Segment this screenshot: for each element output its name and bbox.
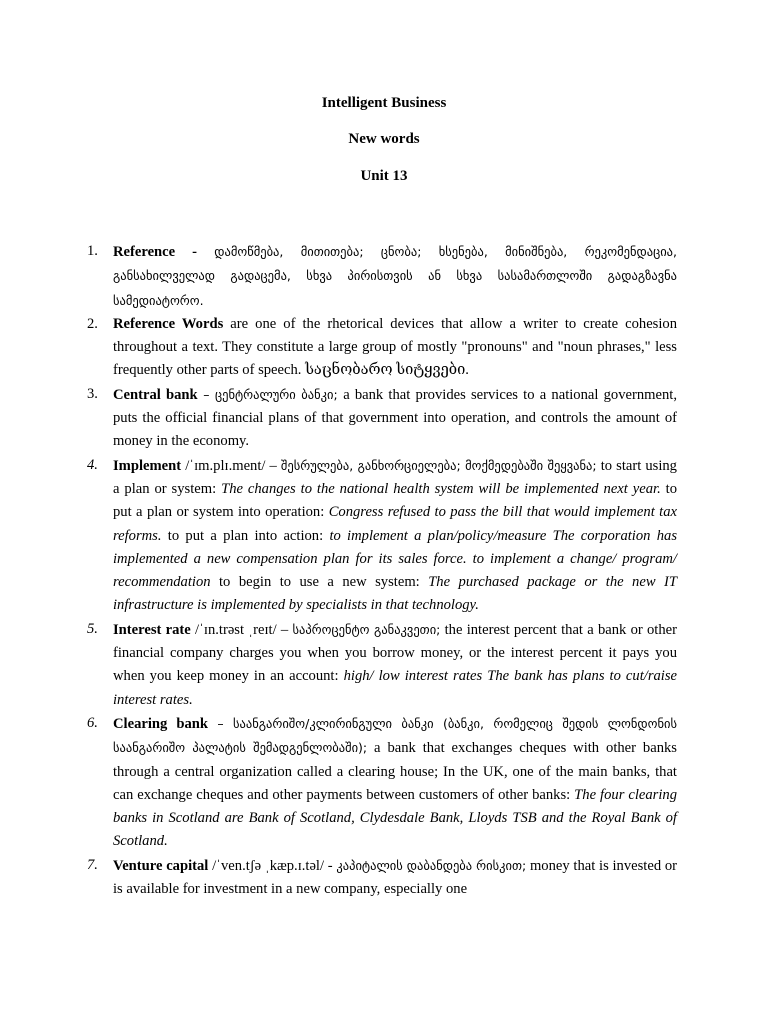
- term: Venture capital: [113, 857, 209, 874]
- term: Implement: [113, 457, 182, 474]
- item-number: 5.: [87, 620, 98, 637]
- definition: money that is invested or is available for investment in a new company, especially one: [113, 857, 678, 898]
- list-item: [87, 454, 677, 618]
- example: The purchased package or the new IT infrastructure is implemented by specialists in that technology.: [113, 574, 677, 614]
- example: high/ low interest rates The bank has plans to cut/raise interest rates.: [113, 668, 678, 708]
- example: The four clearing banks in Scotland are Bank of Scotland, Clydesdale Bank, Lloyds TSB and the Royal Bank of Scotland.: [113, 786, 677, 850]
- definition: to put a plan into action:: [161, 527, 330, 544]
- list-item: [87, 854, 677, 902]
- pronunciation: /ˈven.tʃə ˌkæp.ɪ.təl/ -: [208, 857, 337, 874]
- document-subtitle: New words: [348, 131, 420, 147]
- item-number: 7.: [87, 856, 98, 873]
- georgian-translation: კაპიტალის დაბანდება რისკით;: [336, 857, 527, 873]
- example: Congress refused to pass the bill that would implement tax reforms.: [113, 504, 677, 544]
- definition: to begin to use a new system:: [210, 574, 429, 591]
- definition: a bank that exchanges cheques with other banks through a central organization called a clearing house; In the UK, one of the main banks, that can exchange cheques and other payments between customers of other banks:: [113, 740, 677, 803]
- term: Reference Words: [113, 315, 224, 332]
- term: Reference -: [113, 244, 197, 260]
- term: Central bank: [113, 386, 198, 403]
- document-title: Intelligent Business: [321, 95, 447, 111]
- list-item: [87, 313, 677, 383]
- term: Interest rate: [113, 621, 191, 638]
- georgian-translation: შესრულება, განხორციელება; მოქმედებაში შეყვანა;: [280, 457, 597, 473]
- pronunciation: /ˈɪn.trəst ˌreɪt/ –: [190, 621, 293, 638]
- item-number: 4.: [87, 456, 98, 473]
- georgian-translation: საპროცენტო განაკვეთი;: [292, 621, 441, 637]
- vocabulary-list: [87, 240, 677, 901]
- item-number: 2.: [87, 315, 98, 332]
- term: Clearing bank: [113, 715, 209, 732]
- definition: a bank that provides services to a national government, puts the official financial plans of that government into operation, and controls the amount of money in the economy.: [113, 386, 677, 450]
- item-number: 6.: [87, 714, 98, 731]
- definition: the interest percent that a bank or other financial company charges you when you borrow money, or the interest percent it pays you when you keep money in an account:: [113, 621, 677, 685]
- definition: დამოწმება, მითითება; ცნობა; ხსენება, მინიშნება, რეკომენდაცია, განსახილველად გადაცემა, სხვა პირისთვის ან სხვა სასამართლოში გადაგზავნა სამედიატორო.: [113, 244, 678, 308]
- georgian-translation: – ცენტრალური ბანკი;: [197, 386, 344, 402]
- item-number: 3.: [87, 385, 98, 402]
- list-item: [87, 383, 677, 454]
- definition: to put a plan or system into operation:: [113, 480, 678, 521]
- list-item: [87, 618, 677, 712]
- example: The changes to the national health system will be implemented next year.: [221, 480, 661, 497]
- example: to implement a plan/policy/measure The corporation has implemented a new compensation plan for its sales force. to implement a change/ program/ recommendation: [113, 527, 678, 591]
- list-item: [87, 240, 677, 313]
- list-item: [87, 712, 677, 854]
- definition: to start using a plan or system:: [113, 457, 677, 497]
- definition: are one of the rhetorical devices that allow a writer to create cohesion throughout a text. They constitute a large group of mostly "pronouns" and "noun phrases," less frequently other parts of speech. საცნობარო სიტყვები.: [113, 315, 678, 379]
- unit-heading: Unit 13: [360, 168, 408, 184]
- georgian-translation: – საანგარიშო/კლირინგული ბანკი (ბანკი, რომელიც შედის ლონდონის საანგარიშო პალატის შემადგენლობაში);: [113, 715, 677, 756]
- item-number: 1.: [87, 243, 98, 259]
- pronunciation: /ˈɪm.plɪ.ment/ –: [181, 457, 281, 474]
